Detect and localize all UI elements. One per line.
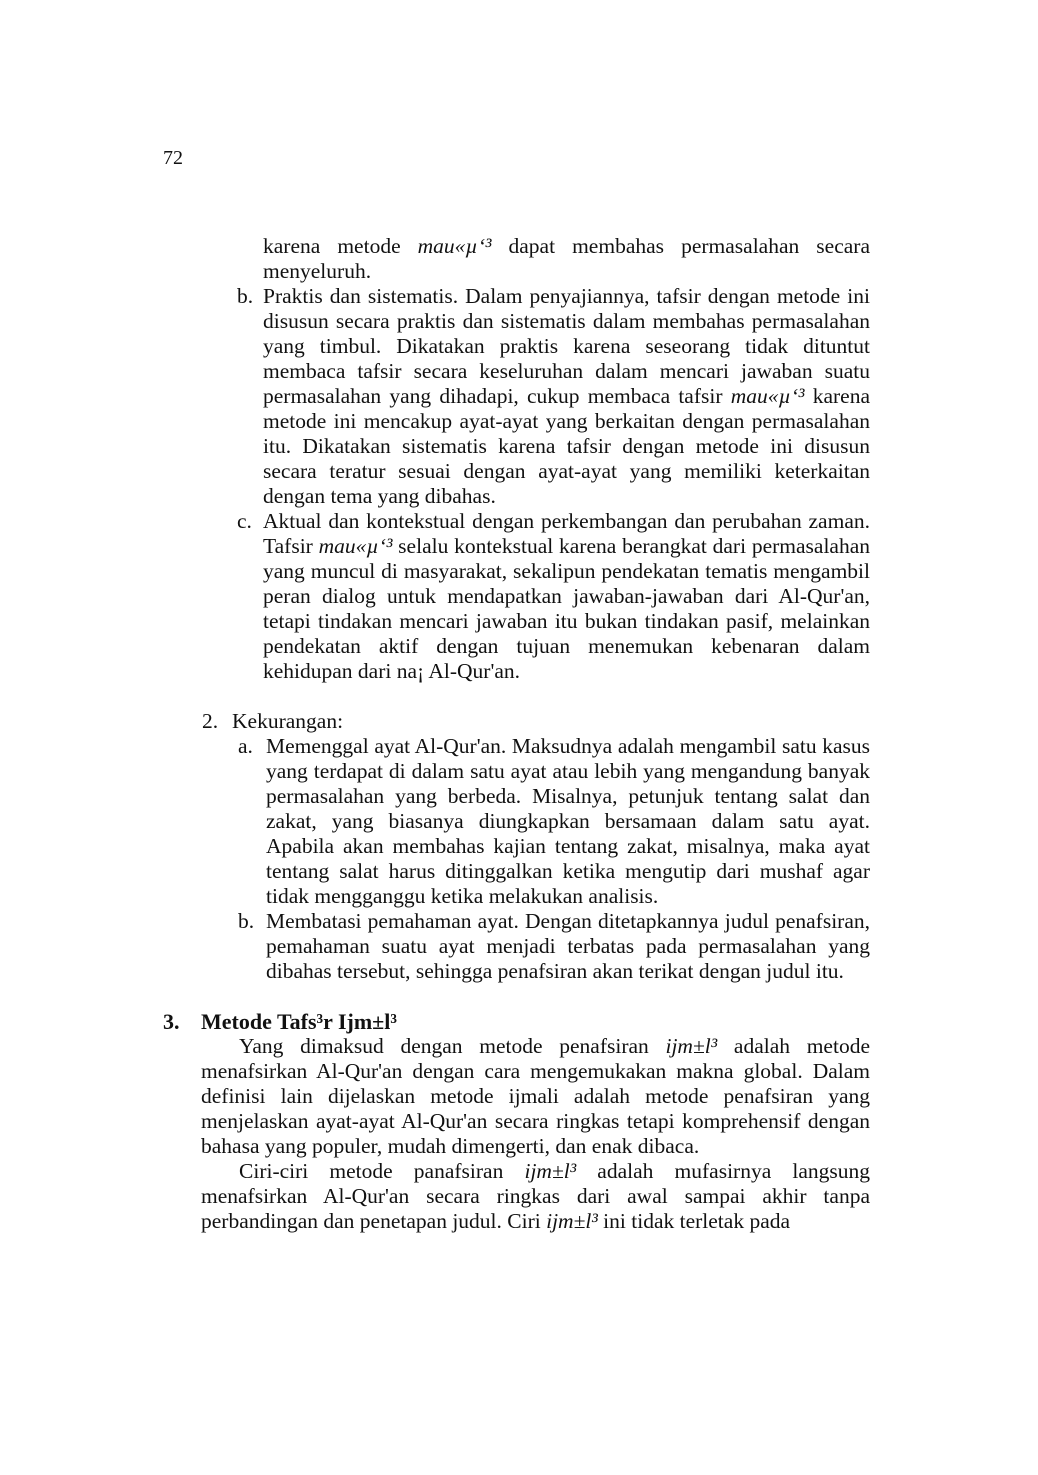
page-content [0, 234, 1038, 1234]
body-paragraph: Yang dimaksud dengan metode penafsiran ijm±l³ adalah metode menafsirkan Al-Qur'an dengan cara mengemukakan makna global. Dalam definisi lain dijelaskan metode ijmali adalah metode penafsiran yang menjelaskan ayat-ayat Al-Qur'an secara ringkas tetapi komprehensif dengan bahasa yang populer, mudah dimengerti, dan enak dibaca. [201, 1034, 870, 1158]
section-2-heading [202, 709, 1038, 734]
section-1-continuation [263, 234, 870, 284]
list-item-text: Membatasi pemahaman ayat. Dengan ditetapkannya judul penafsiran, pemahaman suatu ayat menjadi terbatas pada permasalahan yang dibahas tersebut, sehingga penafsiran akan terikat dengan judul itu. [266, 909, 870, 983]
continuation-paragraph: karena metode mau«µ‘³ dapat membahas permasalahan secara menyeluruh. [263, 234, 870, 283]
section-title: Kekurangan: [232, 709, 344, 733]
page-number: 72 [163, 147, 183, 169]
list-marker: b. [237, 284, 254, 308]
section-number: 3. [163, 1009, 180, 1034]
list-item-c-aktual [237, 509, 871, 684]
section-3-heading [163, 1009, 1038, 1034]
list-item-text: Memenggal ayat Al-Qur'an. Maksudnya adalah mengambil satu kasus yang terdapat di dalam satu ayat atau lebih yang mengandung banyak permasalahan yang berbeda. Misalnya, petunjuk tentang salat dan zakat, yang biasanya diungkapkan bersamaan dalam satu ayat. Apabila akan membahas kajian tentang zakat, misalnya, maka ayat tentang salat harus ditinggalkan ketika mengutip dari mushaf agar tidak mengganggu ketika melakukan analisis. [266, 734, 870, 908]
list-item-b-praktis [237, 284, 870, 509]
list-item-text: Praktis dan sistematis. Dalam penyajiannya, tafsir dengan metode ini disusun secara praktis dan sistematis dalam membahas permasalahan yang timbul. Dikatakan praktis karena seseorang tidak dituntut membaca tafsir secara keseluruhan dalam mencari jawaban suatu permasalahan yang dihadapi, cukup membaca tafsir mau«µ‘³ karena metode ini mencakup ayat-ayat yang berkaitan dengan permasalahan itu. Dikatakan sistematis karena tafsir dengan metode ini disusun secara teratur sesuai dengan ayat-ayat yang memiliki keterkaitan dengan tema yang dibahas. [263, 284, 870, 508]
list-item-text: Aktual dan kontekstual dengan perkembangan dan perubahan zaman. Tafsir mau«µ‘³ selalu kontekstual karena berangkat dari permasalahan yang muncul di masyarakat, sekalipun pendekatan tematis mengambil peran dialog untuk mendapatkan jawaban-jawaban dari Al-Qur'an, tetapi tindakan mencari jawaban itu bukan tindakan pasif, melainkan pendekatan aktif dengan tujuan menemukan kebenaran dalam kehidupan dari na¡ Al-Qur'an. [263, 509, 871, 683]
list-item-a-memenggal [238, 734, 870, 909]
list-marker: a. [238, 734, 253, 758]
section-number: 2. [202, 709, 219, 733]
list-marker: c. [237, 509, 252, 533]
list-marker: b. [238, 909, 255, 933]
section-3-body [201, 1034, 870, 1234]
section-title: Metode Tafs³r Ijm±l³ [201, 1009, 397, 1034]
body-paragraph: Ciri-ciri metode panafsiran ijm±l³ adalah mufasirnya langsung menafsirkan Al-Qur'an secara ringkas dari awal sampai akhir tanpa perbandingan dan penetapan judul. Ciri ijm±l³ ini tidak terletak pada [201, 1159, 871, 1233]
list-item-b-membatasi [238, 909, 870, 984]
